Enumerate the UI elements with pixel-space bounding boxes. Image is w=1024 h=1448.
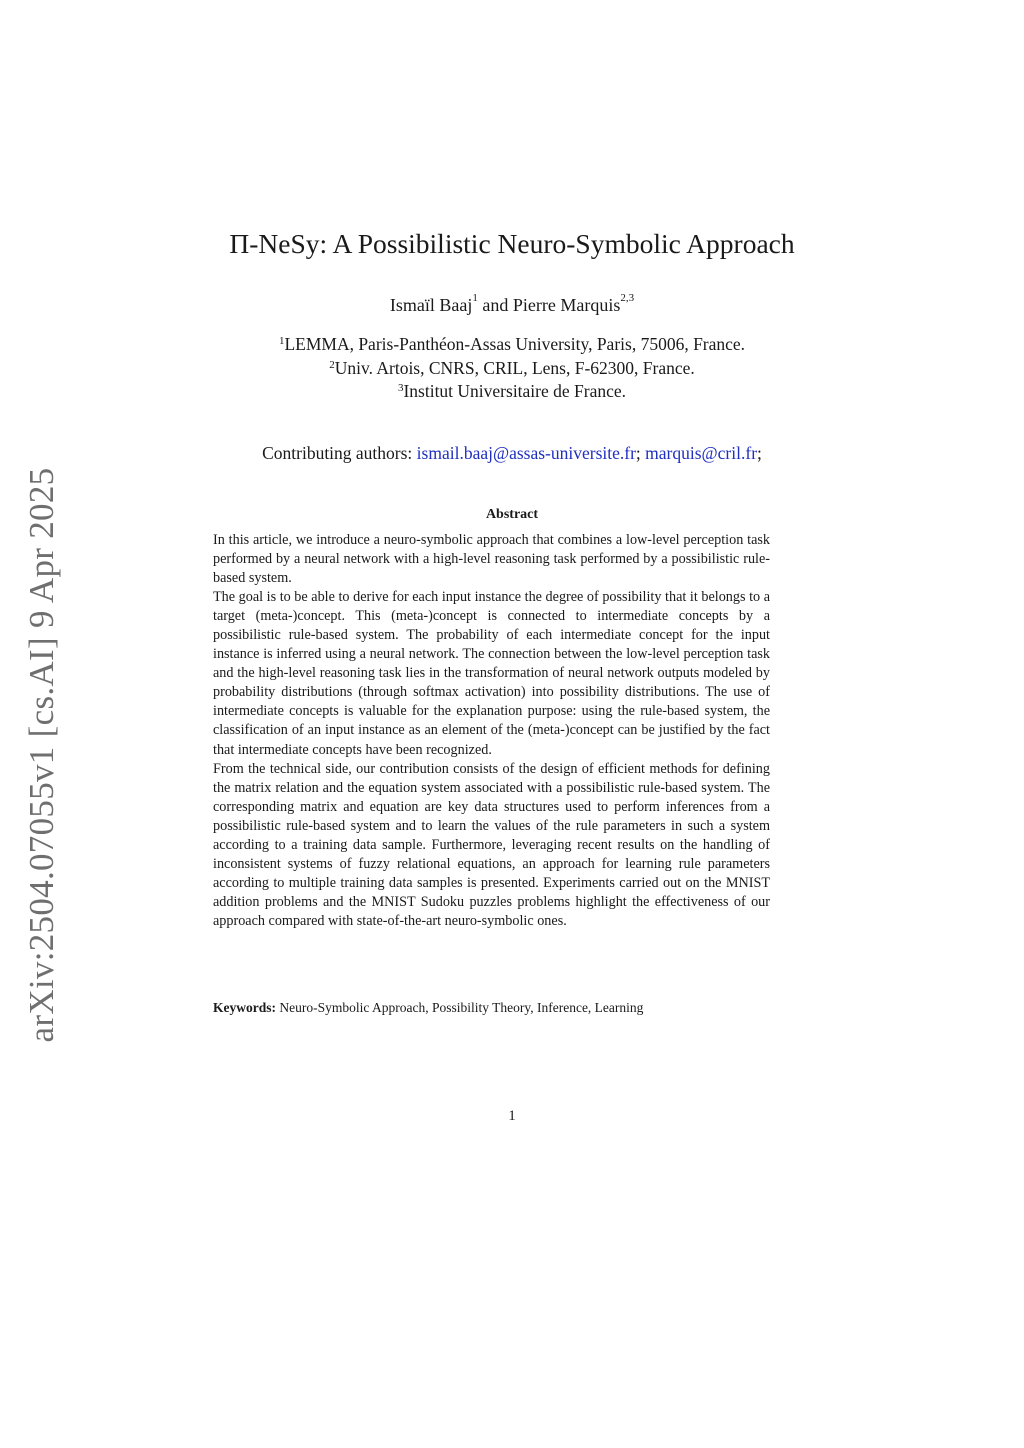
abstract-body [213,531,770,931]
author-conjunction: and [477,295,513,315]
affiliation-mark: 3 [397,382,404,394]
email-separator: ; [635,443,646,463]
author-name: Ismaïl Baaj [389,295,473,315]
email-link-marquis[interactable]: marquis@cril.fr [645,443,758,463]
affiliation [0,357,1024,381]
affiliation-text: Institut Universitaire de France. [403,381,627,401]
affiliation [0,380,1024,404]
email-link-baaj[interactable]: ismail.baaj@assas-universite.fr [416,443,636,463]
affiliation-mark: 1 [278,335,285,347]
abstract-paragraph: In this article, we introduce a neuro-symbolic approach that combines a low-level perception task performed by a neural network with a high-level reasoning task performed by a possibilistic rule-based system. [213,532,770,587]
paper-title: Π-NeSy: A Possibilistic Neuro-Symbolic Approach [229,228,795,259]
email-terminator: ; [757,443,762,463]
contributing-authors [0,443,1024,464]
author-affiliation-mark: 1 [472,292,478,304]
page-number: 1 [508,1108,516,1124]
keywords-text: Neuro-Symbolic Approach, Possibility Theory, Inference, Learning [276,1000,644,1015]
affiliation-text: LEMMA, Paris-Panthéon-Assas University, Paris, 75006, France. [284,334,746,354]
abstract-heading: Abstract [485,507,539,522]
affiliation-list [0,333,1024,404]
arxiv-identifier-stamp: arXiv:2504.07055v1 [cs.AI] 9 Apr 2025 [22,467,61,1043]
keywords [213,1000,773,1016]
contributing-label: Contributing authors: [262,443,417,463]
author-name: Pierre Marquis [512,295,621,315]
abstract-paragraph: The goal is to be able to derive for each input instance the degree of possibility that it belongs to a target (meta-)concept. This (meta-)concept is connected to intermediate concepts by a possibilistic rule-based system. The probability of each intermediate concept for the input instance is inferred using a neural network. The connection between the low-level perception task and the high-level reasoning task lies in the transformation of neural network outputs modeled by probability distributions (through softmax activation) into possibility distributions. The use of intermediate concepts is valuable for the explanation purpose: using the rule-based system, the classification of an input instance as an element of the (meta-)concept can be justified by the fact that intermediate concepts have been recognized. [213,589,770,758]
affiliation-text: Univ. Artois, CNRS, CRIL, Lens, F-62300, France. [334,357,695,378]
affiliation-mark: 2 [329,358,335,371]
author-list [0,292,1024,316]
author-affiliation-mark: 2,3 [620,292,635,304]
affiliation [0,333,1024,357]
abstract-paragraph: From the technical side, our contribution consists of the design of efficient methods for defining the matrix relation and the equation system associated with a possibilistic rule-based system. The corresponding matrix and equation are key data structures used to perform inferences from a possibilistic rule-based system and to learn the values of the rule parameters in such a system according to a training data sample. Furthermore, leveraging recent results on the handling of inconsistent systems of fuzzy relational equations, an approach for learning rule parameters according to multiple training data samples is presented. Experiments carried out on the MNIST addition problems and the MNIST Sudoku puzzles problems highlight the effectiveness of our approach compared with state-of-the-art neuro-symbolic ones. [213,760,770,929]
keywords-label: Keywords: [213,1000,276,1015]
